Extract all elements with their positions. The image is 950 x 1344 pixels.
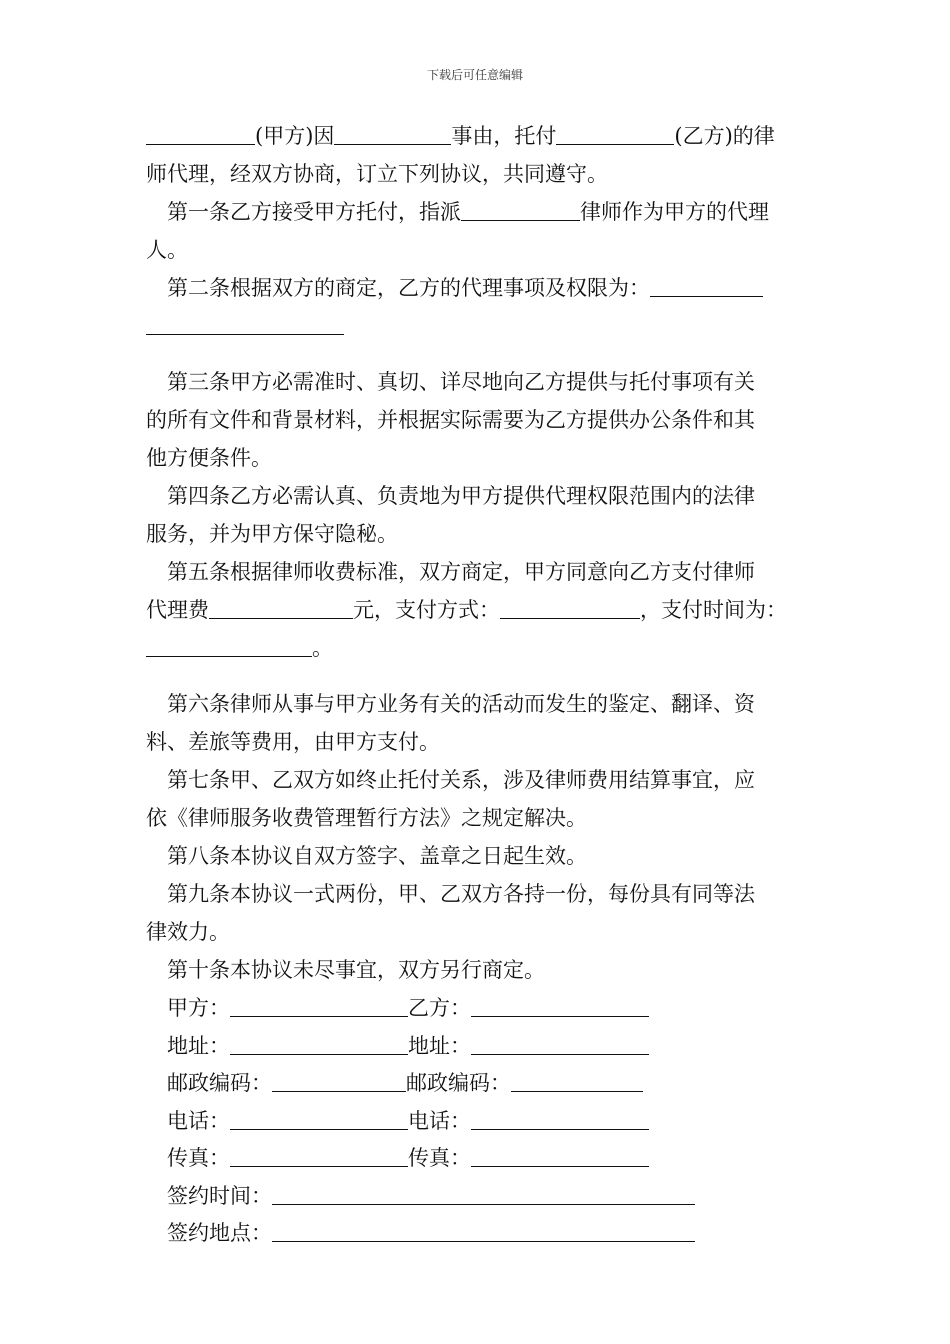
blank-phone-b[interactable] [471, 1108, 649, 1130]
intro-party-a-text: (甲方)因 [255, 124, 335, 148]
blank-postcode-a[interactable] [272, 1070, 406, 1092]
blank-fee-amount[interactable] [209, 597, 353, 619]
article-7-line-2: 依《律师服务收费管理暂行方法》之规定解决。 [146, 806, 587, 830]
article-2-line-1 [146, 269, 810, 307]
blank-lawyer-name[interactable] [461, 199, 580, 221]
article-4-line-2: 服务，并为甲方保守隐秘。 [146, 522, 398, 546]
article-2-line-2 [146, 307, 810, 345]
blank-party-b[interactable] [556, 123, 674, 145]
blank-party-a-signature[interactable] [230, 995, 408, 1017]
article-9-line-2: 律效力。 [146, 920, 230, 944]
article-3-line-3: 他方便条件。 [146, 446, 272, 470]
signature-row-address [146, 1027, 810, 1065]
article-1-line-1 [146, 193, 810, 231]
phone-b-label: 电话： [408, 1108, 471, 1133]
party-a-label: 甲方： [167, 996, 230, 1020]
party-b-label: 乙方： [408, 996, 471, 1020]
postcode-a-label: 邮政编码： [167, 1071, 272, 1095]
article-1-text-a: 第一条乙方接受甲方托付，指派 [167, 200, 461, 224]
blank-fax-a[interactable] [230, 1145, 408, 1167]
article-4-line-1: 第四条乙方必需认真、负责地为甲方提供代理权限范围内的法律 [167, 484, 755, 508]
contract-body [146, 117, 810, 1252]
signature-row-fax [146, 1139, 810, 1177]
blank-sign-time[interactable] [272, 1183, 695, 1205]
blank-phone-a[interactable] [230, 1108, 408, 1130]
blank-postcode-b[interactable] [511, 1070, 643, 1092]
article-7-line-1: 第七条甲、乙双方如终止托付关系，涉及律师费用结算事宜，应 [167, 768, 755, 792]
blank-scope-2[interactable] [146, 313, 344, 335]
signature-row-party [146, 989, 810, 1027]
postcode-b-label: 邮政编码： [406, 1071, 511, 1095]
blank-reason[interactable] [334, 123, 451, 145]
blank-address-b[interactable] [471, 1033, 649, 1055]
intro-line-2: 师代理，经双方协商，订立下列协议，共同遵守。 [146, 162, 608, 186]
blank-party-a[interactable] [146, 123, 255, 145]
article-5-end-mark: 。 [312, 636, 333, 660]
signature-row-time [146, 1177, 810, 1215]
signature-row-postcode [146, 1064, 810, 1102]
blank-payment-time[interactable] [146, 635, 312, 657]
sign-place-label: 签约地点： [167, 1221, 272, 1245]
article-5-payment-time-label: ，支付时间为： [640, 598, 787, 622]
blank-scope-1[interactable] [650, 275, 763, 297]
article-5-payment-method-label: 元，支付方式： [353, 598, 500, 622]
article-5-fee-label: 代理费 [146, 598, 209, 622]
article-6-line-1: 第六条律师从事与甲方业务有关的活动而发生的鉴定、翻译、资 [167, 692, 755, 716]
article-5-line-1: 第五条根据律师收费标准，双方商定，甲方同意向乙方支付律师 [167, 560, 755, 584]
article-3-line-1: 第三条甲方必需准时、真切、详尽地向乙方提供与托付事项有关 [167, 370, 755, 394]
article-9-line-1: 第九条本协议一式两份，甲、乙双方各持一份，每份具有同等法 [167, 882, 755, 906]
article-6-line-2: 料、差旅等费用，由甲方支付。 [146, 730, 440, 754]
address-a-label: 地址： [167, 1033, 230, 1058]
page-header-note: 下载后可任意编辑 [426, 68, 523, 82]
article-1-text-b: 律师作为甲方的代理 [580, 200, 769, 224]
article-1-line-2: 人。 [146, 238, 188, 262]
signature-row-phone [146, 1102, 810, 1140]
fax-a-label: 传真： [167, 1146, 230, 1170]
article-8-line-1: 第八条本协议自双方签字、盖章之日起生效。 [167, 844, 587, 868]
article-2-text: 第二条根据双方的商定，乙方的代理事项及权限为： [167, 276, 650, 300]
intro-party-b-text: (乙方)的律 [674, 124, 775, 148]
phone-a-label: 电话： [167, 1108, 230, 1133]
blank-party-b-signature[interactable] [471, 995, 649, 1017]
intro-line-1 [146, 117, 810, 155]
article-10-line-1: 第十条本协议未尽事宜，双方另行商定。 [167, 958, 545, 982]
article-3-line-2: 的所有文件和背景材料，并根据实际需要为乙方提供办公条件和其 [146, 408, 755, 432]
article-5-line-2 [146, 591, 810, 629]
blank-sign-place[interactable] [272, 1220, 695, 1242]
blank-payment-method[interactable] [500, 597, 640, 619]
signature-row-place [146, 1214, 810, 1252]
article-5-line-3 [146, 629, 810, 667]
blank-fax-b[interactable] [471, 1145, 649, 1167]
blank-address-a[interactable] [230, 1033, 408, 1055]
intro-reason-text: 事由，托付 [451, 124, 557, 148]
address-b-label: 地址： [408, 1033, 471, 1058]
fax-b-label: 传真： [408, 1146, 471, 1170]
sign-time-label: 签约时间： [167, 1183, 272, 1208]
